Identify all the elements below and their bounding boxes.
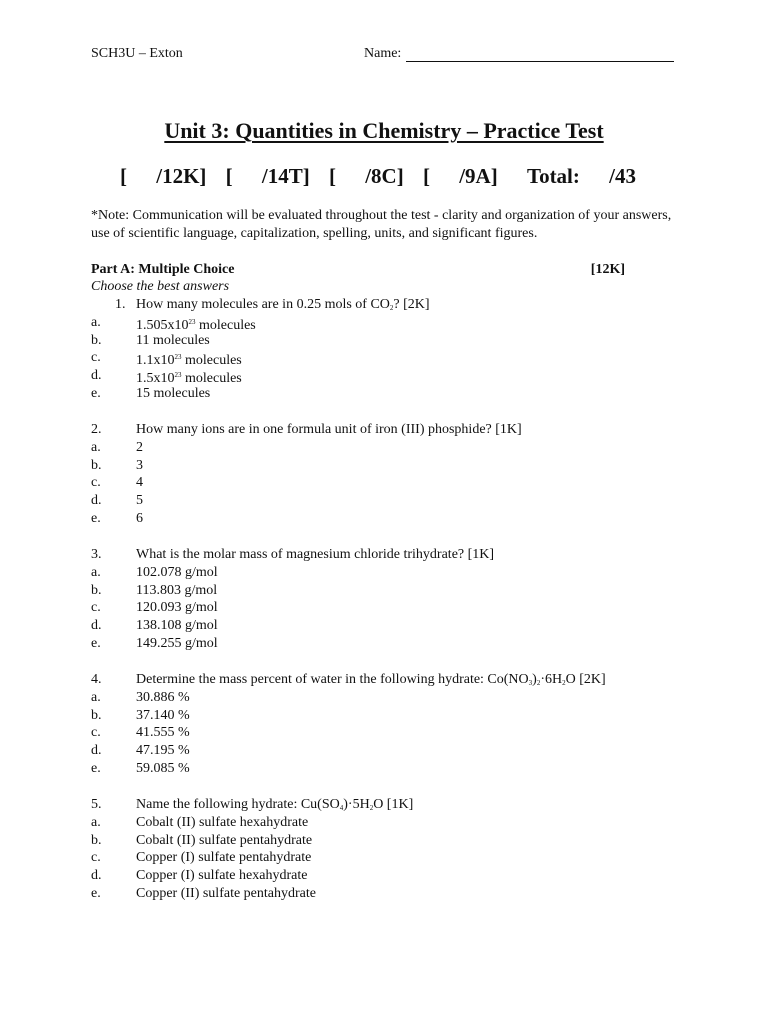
option[interactable]: a. 30.886 % — [91, 689, 190, 705]
option[interactable]: d. 5 — [91, 493, 143, 509]
option[interactable]: d. $1.5x10^{23}$ molecules — [91, 368, 242, 387]
name-field — [364, 46, 674, 62]
option[interactable]: b. 11 molecules — [91, 332, 210, 348]
option[interactable]: e. 59.085 % — [91, 760, 190, 776]
page-title: Unit 3: Quantities in Chemistry – Practice Test — [164, 118, 604, 143]
question-text: How many ions are in one formula unit of iron (III) phosphide? [1K] — [136, 422, 522, 437]
question-text: Determine the mass percent of water in the following hydrate: $Co(NO_3)_2\cdot 6H_2O$ [2K] — [136, 672, 606, 687]
option[interactable]: c. Copper (I) sulfate pentahydrate — [91, 850, 312, 866]
option[interactable]: e. Copper (II) sulfate pentahydrate — [91, 885, 316, 901]
option[interactable]: c. 41.555 % — [91, 725, 190, 741]
option[interactable]: b. 113.803 g/mol — [91, 582, 218, 598]
score-thinking: [ /14T] — [225, 164, 310, 188]
score-summary — [120, 164, 636, 189]
option[interactable]: c. 4 — [91, 475, 143, 491]
option[interactable]: e. 149.255 g/mol — [91, 635, 218, 651]
option[interactable]: a. Cobalt (II) sulfate hexahydrate — [91, 814, 309, 830]
question-1 — [91, 296, 691, 403]
option[interactable]: b. 37.140 % — [91, 707, 190, 723]
question-number: 3. — [91, 547, 102, 562]
option[interactable]: e. 6 — [91, 510, 143, 526]
score-knowledge: [ /12K] — [120, 164, 207, 188]
score-application: [ /9A] — [422, 164, 498, 188]
option[interactable]: a. 2 — [91, 439, 143, 455]
score-total: Total: /43 — [526, 164, 636, 188]
course-code: SCH3U – Exton — [91, 46, 183, 61]
option[interactable]: c. 120.093 g/mol — [91, 600, 218, 616]
question-number: 2. — [91, 422, 102, 437]
option[interactable]: d. 47.195 % — [91, 743, 190, 759]
part-a-instruction: Choose the best answers — [91, 279, 230, 294]
question-number: 1. — [115, 297, 126, 312]
option[interactable]: a. $1.505x10^{23}$ molecules — [91, 314, 256, 333]
question-text: What is the molar mass of magnesium chloride trihydrate? [1K] — [136, 547, 495, 562]
question-number: 5. — [91, 797, 102, 812]
question-number: 4. — [91, 672, 102, 687]
option[interactable]: b. Cobalt (II) sulfate pentahydrate — [91, 832, 313, 848]
question-4 — [91, 671, 691, 778]
option[interactable]: e. 15 molecules — [91, 385, 211, 401]
name-blank-line — [406, 46, 674, 62]
option[interactable]: a. 102.078 g/mol — [91, 564, 218, 580]
option[interactable]: d. Copper (I) sulfate hexahydrate — [91, 868, 308, 884]
part-a-heading — [91, 262, 625, 278]
question-2 — [91, 421, 691, 528]
option[interactable]: d. 138.108 g/mol — [91, 618, 218, 634]
question-text: Name the following hydrate: $Cu(SO_4)\cdot 5H_2O$ [1K] — [136, 797, 414, 812]
question-text: How many molecules are in 0.25 mols of $CO_2$? [2K] — [136, 297, 430, 312]
option[interactable]: c. $1.1x10^{23}$ molecules — [91, 350, 242, 369]
part-a-marks: [12K] — [590, 262, 625, 277]
name-label: Name: — [364, 46, 402, 61]
option[interactable]: b. 3 — [91, 457, 143, 473]
question-3 — [91, 546, 691, 653]
part-a-title: Part A: Multiple Choice — [91, 262, 235, 277]
question-5 — [91, 796, 691, 903]
score-communication: [ /8C] — [328, 164, 404, 188]
communication-note: *Note: Communication will be evaluated throughout the test - clarity and organization of your answers, use of scientific language, capitalization, spelling, units, and significant figures. — [91, 208, 672, 241]
